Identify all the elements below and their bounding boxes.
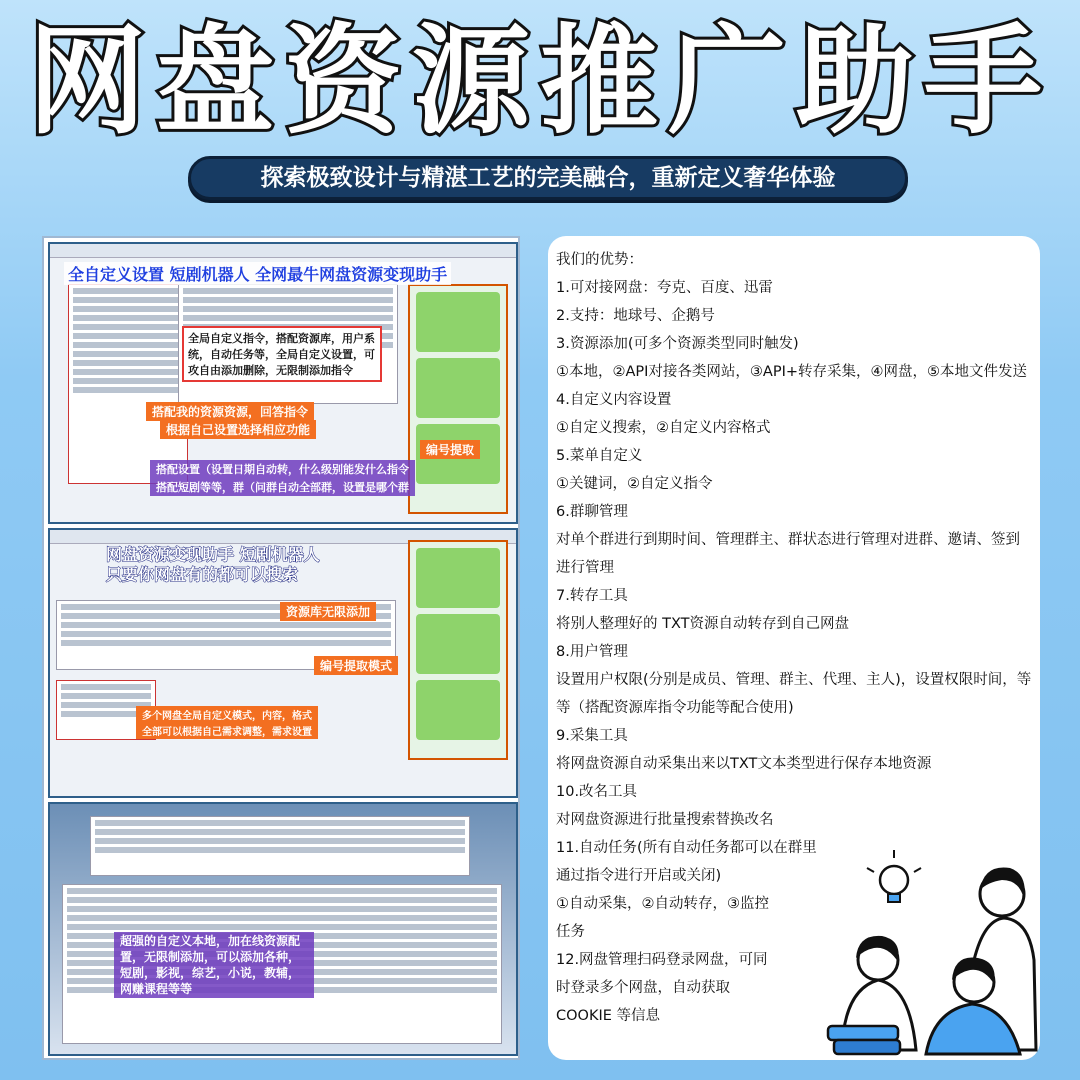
shot2-note-orange-1: 资源库无限添加 <box>280 602 376 621</box>
feature-line: 1.可对接网盘：夸克、百度、迅雷 <box>556 280 773 296</box>
menu-list-panel <box>68 284 188 484</box>
shot2-caption-2: 只要你网盘有的都可以搜索 <box>106 565 299 584</box>
feature-line: ①自动采集，②自动转存，③监控任务 <box>556 896 769 940</box>
page-title: 网盘资源推广助手 <box>27 12 1052 150</box>
shot1-note-box: 全局自定义指令，搭配资源库，用户系统，自动任务等，全局自定义设置，可 攻自由添加删除，无限制添加指令 <box>182 326 382 382</box>
feature-line: 11.自动任务(所有自动任务都可以在群里通过指令进行开启或关闭) <box>556 840 817 884</box>
feature-line: 12.网盘管理扫码登录网盘，可同时登录多个网盘，自动获取 COOKIE 等信息 <box>556 952 768 1024</box>
screenshot-3 <box>48 802 518 1056</box>
feature-line: 将网盘资源自动采集出来以TXT文本类型进行保存本地资源 <box>556 756 932 772</box>
feature-line: 对单个群进行到期时间、管理群主、群状态进行管理对进群、邀请、签到进行管理 <box>556 532 1020 576</box>
shot1-chat-label: 编号提取 <box>420 440 480 459</box>
features-heading: 我们的优势： <box>556 252 643 268</box>
feature-line: 5.菜单自定义 <box>556 448 643 464</box>
shot2-note-orange-3: 全部可以根据自己需求调整，需求设置 <box>136 722 318 739</box>
screenshot-2 <box>48 528 518 798</box>
feature-line: 2.支持：地球号、企鹅号 <box>556 308 715 324</box>
shot1-note-orange-1: 搭配我的资源资源，回答指令 <box>146 402 314 421</box>
shot1-note-purple-2: 搭配短剧等等，群（问群自动全部群，设置是哪个群 <box>150 478 415 496</box>
shot1-note-purple-1: 搭配设置（设置日期自动转，什么级别能发什么指令 <box>150 460 415 478</box>
shot1-caption: 全自定义设置 短剧机器人 全网最牛网盘资源变现助手 <box>64 262 451 285</box>
subtitle-text: 探索极致设计与精湛工艺的完美融合，重新定义奢华体验 <box>260 165 836 191</box>
screenshot-1 <box>48 242 518 524</box>
feature-line: 3.资源添加(可多个资源类型同时触发) <box>556 336 799 352</box>
subtitle-bar <box>188 156 908 200</box>
feature-line: 8.用户管理 <box>556 644 628 660</box>
feature-line: ①本地，②API对接各类网站，③API+转存采集，④网盘，⑤本地文件发送 <box>556 364 1028 380</box>
shot2-note-orange-2: 多个网盘全局自定义模式，内容，格式 <box>136 706 318 723</box>
feature-line: ①关键词，②自定义指令 <box>556 476 713 492</box>
feature-line: 设置用户权限(分别是成员、管理、群主、代理、主人)，设置权限时间，等等（搭配资源库指令功能等配合使用) <box>556 672 1032 716</box>
shot1-note-orange-2: 根据自己设置选择相应功能 <box>160 420 316 439</box>
lightbulb-icon <box>867 850 921 902</box>
people-illustration <box>824 840 1054 1060</box>
feature-line: 9.采集工具 <box>556 728 628 744</box>
shot3-note: 超强的自定义本地，加在线资源配置，无限制添加，可以添加各种，短剧，影视，综艺，小说，教辅，网赚课程等等 <box>114 932 314 998</box>
window-titlebar <box>50 244 516 258</box>
feature-line: 对网盘资源进行批量搜索替换改名 <box>556 812 774 828</box>
feature-line: 将别人整理好的 TXT资源自动转存到自己网盘 <box>556 616 850 632</box>
screenshot-collage <box>42 236 520 1060</box>
shot2-caption-1: 网盘资源变现助手 短剧机器人 <box>106 545 320 564</box>
feature-line: 7.转存工具 <box>556 588 628 604</box>
feature-line: ①自定义搜索，②自定义内容格式 <box>556 420 771 436</box>
feature-line: 6.群聊管理 <box>556 504 628 520</box>
collect-tool-panel <box>90 816 470 876</box>
chat-preview-panel <box>408 284 508 514</box>
feature-line: 10.改名工具 <box>556 784 638 800</box>
chat-preview-panel <box>408 540 508 760</box>
shot2-chat-label: 编号提取模式 <box>314 656 398 675</box>
feature-line: 4.自定义内容设置 <box>556 392 672 408</box>
